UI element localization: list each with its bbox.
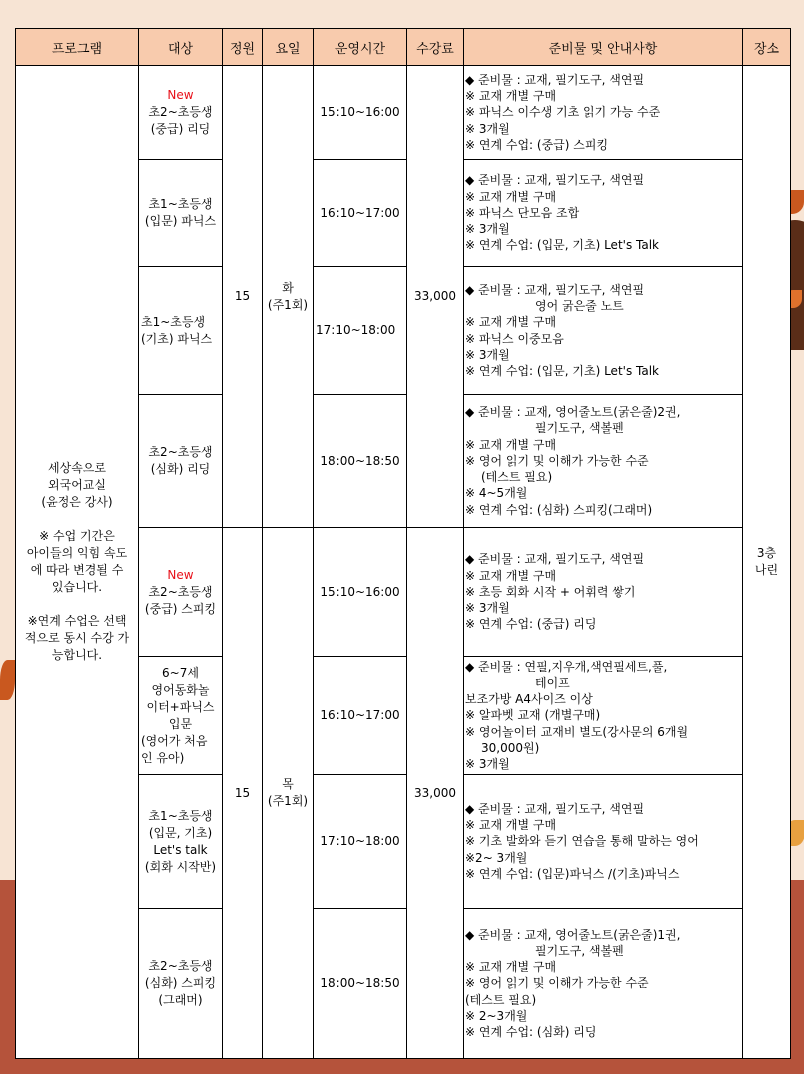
info-line: ◆ 준비물 : 교재, 영어줄노트(굵은줄)2권, [465,405,681,420]
info-line: ※ 교재 개별 구매 [465,315,557,330]
program-cell [16,66,139,1059]
program-name: 세상속으로 [48,461,106,475]
target-line: (심화) 리딩 [150,462,211,476]
info-cell [464,775,743,909]
target-line: (중급) 스피킹 [144,601,217,616]
table-row [16,66,791,160]
info-line: ※ 알파벳 교재 (개별구매) [465,708,601,723]
target-line: 초1~초등생 [148,808,213,823]
info-cell [464,395,743,528]
info-cell [464,909,743,1059]
time-cell: 18:00~18:50 [314,395,407,528]
location-room: 나린 [754,563,779,577]
info-line: ※ 교재 개별 구매 [465,189,557,204]
target-line: Let's talk [153,842,208,857]
location-floor: 3층 [756,546,777,560]
info-line: ※ 3개월 [465,347,510,362]
info-line: ◆ 준비물 : 교재, 필기도구, 색연필 [465,72,645,87]
info-line: ※ 연계 수업: (심화) 리딩 [465,1025,597,1039]
new-badge: New [167,567,194,582]
time-cell: 15:10~16:00 [314,528,407,657]
info-line: ※ 파닉스 이수생 기초 읽기 가능 수준 [465,105,661,120]
target-cell [139,160,223,267]
info-line: ※ 연계 수업: (심화) 스피킹(그래머) [465,502,653,517]
info-line: ◆ 준비물 : 교재, 필기도구, 색연필 [465,801,645,816]
info-cell [464,267,743,395]
info-line: ◆ 준비물 : 교재, 필기도구, 색연필 [465,173,645,188]
info-line: 테이프 [535,675,570,690]
target-line: (중급) 리딩 [150,122,211,136]
capacity-cell: 15 [223,528,263,1059]
time-cell: 17:10~18:00 [314,775,407,909]
info-line: ※ 교재 개별 구매 [465,437,557,452]
info-line: 영어 굵은줄 노트 [535,299,624,314]
target-line: 인 유아) [141,750,185,765]
info-line: ※ 교재 개별 구매 [465,818,557,833]
info-line: ※ 연계 수업: (중급) 리딩 [465,617,597,632]
target-line: 초2~초등생 [148,584,213,599]
info-line: ※ 기초 발화와 듣기 연습을 통해 말하는 영어 [465,834,699,849]
capacity-cell: 15 [223,66,263,528]
info-line: 보조가방 A4사이즈 이상 [465,692,593,707]
program-note: 능합니다. [51,648,103,662]
info-cell [464,160,743,267]
program-note: ※ 수업 기간은 [39,529,115,543]
fee-cell: 33,000 [407,528,464,1059]
info-line: ※ 연계 수업: (입문, 기초) Let's Talk [465,363,659,378]
program-note: 에 따라 변경될 수 [30,563,124,577]
location-cell [743,66,791,1059]
day-frequency: (주1회) [267,794,309,808]
target-line: (기초) 파닉스 [141,331,213,346]
schedule-sheet [15,28,790,1058]
info-line: ◆ 준비물 : 교재, 필기도구, 색연필 [465,282,645,297]
header-row [16,29,791,66]
info-line: ※ 연계 수업: (중급) 스피킹 [465,137,609,152]
day-label: 목 [282,777,294,791]
target-cell [139,395,223,528]
info-line: ※ 3개월 [465,757,510,771]
target-line: 초2~초등생 [148,959,213,973]
info-line: ※2~ 3개월 [465,850,528,865]
target-line: 초2~초등생 [148,445,213,459]
info-line: ◆ 준비물 : 교재, 필기도구, 색연필 [465,552,645,567]
target-line: (영어가 처음 [141,733,208,748]
target-line: 6~7세 [162,665,199,680]
target-line: 초1~초등생 [148,197,213,211]
header-time: 운영시간 [314,29,407,66]
info-line: ※ 연계 수업: (입문, 기초) Let's Talk [465,238,659,253]
header-program: 프로그램 [16,29,139,66]
header-capacity: 정원 [223,29,263,66]
target-cell [139,267,223,395]
info-line: ※ 영어놀이터 교재비 별도(강사문의 6개월 [465,724,689,739]
header-fee: 수강료 [407,29,464,66]
target-line: (심화) 스피킹 [144,976,217,990]
info-line: (테스트 필요) [465,992,537,1007]
info-line: ※ 3개월 [465,601,510,616]
background-leaf [0,660,15,700]
time-cell: 16:10~17:00 [314,160,407,267]
day-cell [263,528,314,1059]
target-line: 초1~초등생 [141,314,206,329]
target-line: (입문) 파닉스 [144,214,217,228]
program-name: 외국어교실 [48,478,106,492]
info-cell [464,657,743,775]
program-note: 아이들의 익힘 속도 [26,546,128,560]
program-note: 있습니다. [51,580,103,594]
target-cell [139,657,223,775]
header-info: 준비물 및 안내사항 [464,29,743,66]
program-note: 적으로 동시 수강 가 [24,631,130,645]
program-note: ※연계 수업은 선택 [27,614,127,628]
info-line: (테스트 필요) [481,470,553,485]
target-line: 입문 [168,716,193,731]
fee-cell: 33,000 [407,66,464,528]
target-cell [139,909,223,1059]
class-schedule-table [15,28,791,1059]
day-cell [263,66,314,528]
program-instructor: (윤정은 강사) [41,495,113,509]
info-line: ※ 2~3개월 [465,1008,528,1023]
info-line: ※ 파닉스 단모음 조합 [465,205,580,220]
time-cell: 17:10~18:00 [314,267,407,395]
info-line: 필기도구, 색볼펜 [535,421,624,436]
target-line: 초2~초등생 [148,105,213,119]
target-line: (입문, 기초) [148,825,213,840]
info-line: ◆ 준비물 : 연필,지우개,색연필세트,풀, [465,659,668,674]
info-line: ※ 교재 개별 구매 [465,960,557,975]
info-line: ※ 3개월 [465,222,510,237]
target-line: 이터+파닉스 [146,699,215,714]
target-line: (회화 시작반) [144,859,217,874]
day-frequency: (주1회) [267,297,309,312]
info-line: 필기도구, 색볼펜 [535,943,624,958]
target-line: (그래머) [158,993,203,1007]
info-line: ◆ 준비물 : 교재, 영어줄노트(굵은줄)1권, [465,927,681,942]
info-line: ※ 연계 수업: (입문)파닉스 /(기초)파닉스 [465,866,680,881]
time-cell: 16:10~17:00 [314,657,407,775]
info-line: ※ 영어 읽기 및 이해가 가능한 수준 [465,976,649,991]
header-day: 요일 [263,29,314,66]
new-badge: New [167,88,194,102]
info-line: ※ 교재 개별 구매 [465,89,557,104]
target-cell [139,66,223,160]
info-cell [464,528,743,657]
info-line: ※ 초등 회화 시작 + 어휘력 쌓기 [465,584,636,599]
day-label: 화 [282,280,294,295]
header-location: 장소 [743,29,791,66]
target-line: 영어동화놀 [151,682,210,697]
target-cell [139,528,223,657]
target-cell [139,775,223,909]
info-cell [464,66,743,160]
info-line: ※ 3개월 [465,121,510,136]
info-line: ※ 교재 개별 구매 [465,568,557,583]
header-target: 대상 [139,29,223,66]
info-line: ※ 4~5개월 [465,486,528,501]
info-line: ※ 영어 읽기 및 이해가 가능한 수준 [465,453,649,468]
time-cell: 18:00~18:50 [314,909,407,1059]
info-line: 30,000원) [481,740,540,755]
info-line: ※ 파닉스 이중모음 [465,331,564,346]
time-cell: 15:10~16:00 [314,66,407,160]
